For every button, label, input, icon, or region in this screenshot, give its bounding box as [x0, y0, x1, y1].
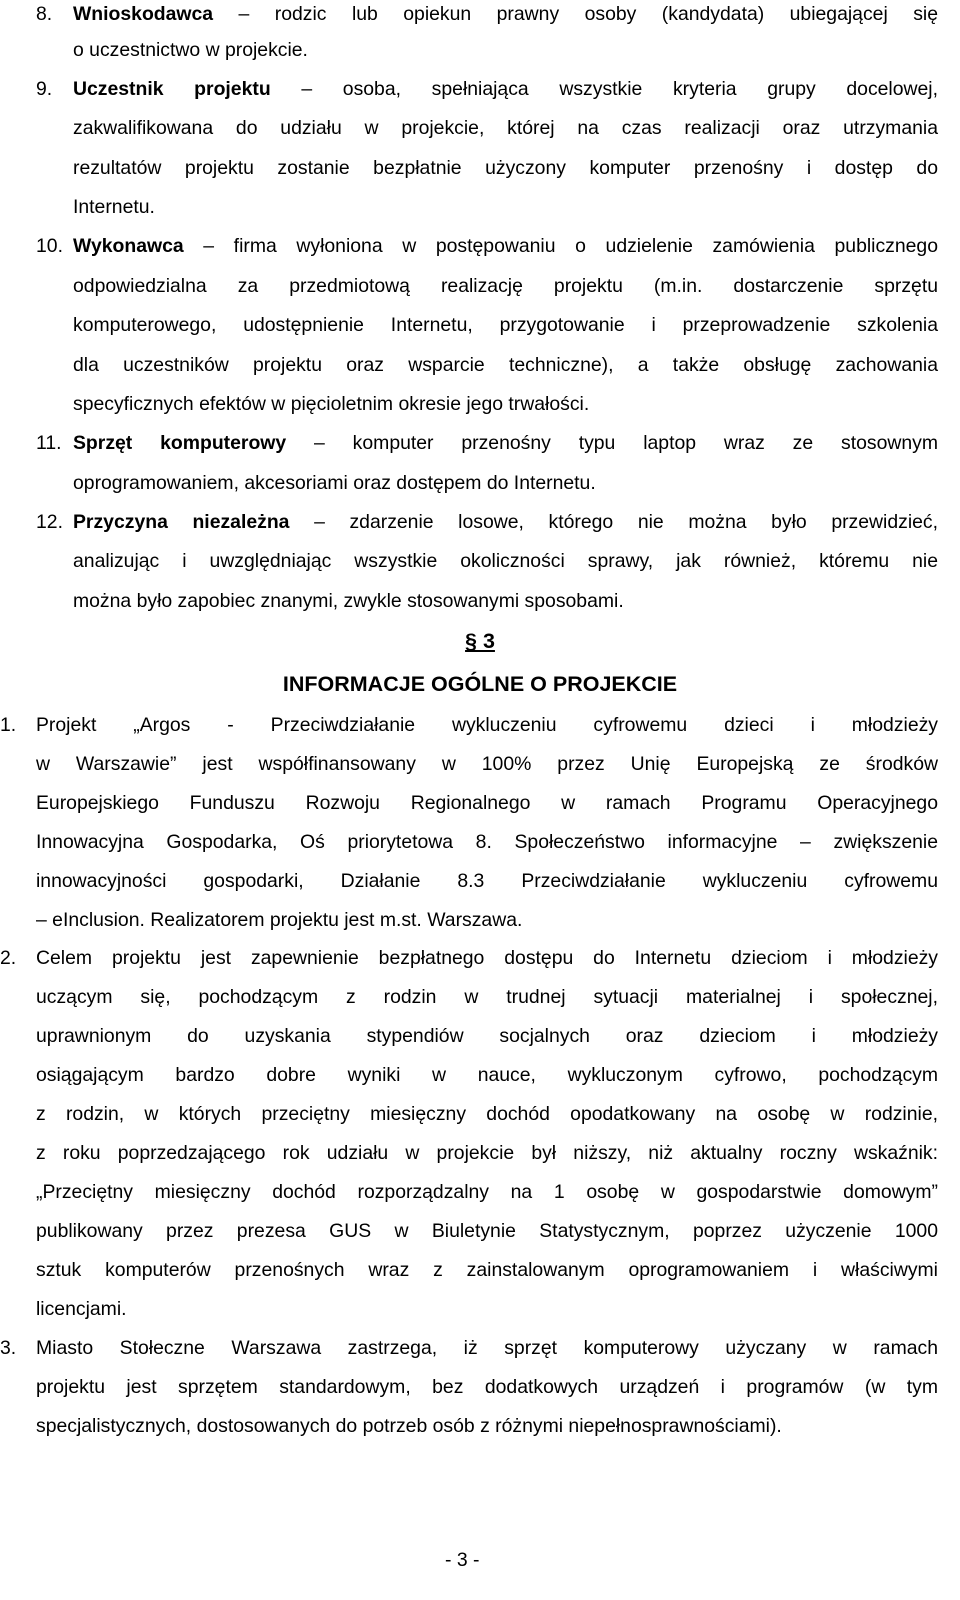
- paragraph-line: osiągającym bardzo dobre wyniki w nauce, wykluczonym cyfrowo, pochodzącym: [36, 1064, 938, 1086]
- definition-term: Sprzęt komputerowy: [73, 432, 287, 454]
- item-number: 2.: [0, 947, 17, 969]
- paragraph-line: Innowacyjna Gospodarka, Oś priorytetowa 8. Społeczeństwo informacyjne – zwiększenie: [36, 831, 938, 853]
- definition-line: komputerowego, udostępnienie Internetu, przygotowanie i przeprowadzenie szkolenia: [73, 314, 938, 336]
- paragraph-line: sztuk komputerów przenośnych wraz z zainstalowanym oprogramowaniem i właściwymi: [36, 1259, 938, 1281]
- definition-line: dla uczestników projektu oraz wsparcie techniczne), a także obsługę zachowania: [73, 354, 938, 376]
- item-number: 9.: [36, 78, 53, 100]
- paragraph-line: „Przeciętny miesięczny dochód rozporządzalny na 1 osobę w gospodarstwie domowym”: [36, 1181, 938, 1203]
- page-number: - 3 -: [445, 1549, 480, 1571]
- definition-line: Wykonawca – firma wyłoniona w postępowaniu o udzielenie zamówienia publicznego: [73, 235, 938, 257]
- definition-term: Wykonawca: [73, 235, 184, 257]
- paragraph-line: licencjami.: [36, 1298, 127, 1320]
- paragraph-line: Europejskiego Funduszu Rozwoju Regionalnego w ramach Programu Operacyjnego: [36, 792, 938, 814]
- paragraph-line: Projekt „Argos - Przeciwdziałanie wykluczeniu cyfrowemu dzieci i młodzieży: [36, 714, 938, 736]
- item-number: 8.: [36, 3, 53, 25]
- item-number: 12.: [36, 511, 63, 533]
- definition-term: Przyczyna niezależna: [73, 511, 290, 533]
- definition-line: specyficznych efektów w pięcioletnim okresie jego trwałości.: [73, 393, 590, 415]
- definition-line: Sprzęt komputerowy – komputer przenośny typu laptop wraz ze stosownym: [73, 432, 938, 454]
- definition-line: zakwalifikowana do udziału w projekcie, której na czas realizacji oraz utrzymania: [73, 117, 938, 139]
- paragraph-line: Miasto Stołeczne Warszawa zastrzega, iż sprzęt komputerowy użyczany w ramach: [36, 1337, 938, 1359]
- paragraph-line: Celem projektu jest zapewnienie bezpłatnego dostępu do Internetu dzieciom i młodzieży: [36, 947, 938, 969]
- definition-term: Wnioskodawca: [73, 3, 214, 25]
- paragraph-line: innowacyjności gospodarki, Działanie 8.3 Przeciwdziałanie wykluczeniu cyfrowemu: [36, 870, 938, 892]
- definition-line: Wnioskodawca – rodzic lub opiekun prawny osoby (kandydata) ubiegającej się: [73, 3, 938, 25]
- definition-line: odpowiedzialna za przedmiotową realizację projektu (m.in. dostarczenie sprzętu: [73, 275, 938, 297]
- paragraph-line: uczącym się, pochodzącym z rodzin w trudnej sytuacji materialnej i społecznej,: [36, 986, 938, 1008]
- definition-line: można było zapobiec znanymi, zwykle stosowanymi sposobami.: [73, 590, 624, 612]
- item-number: 3.: [0, 1337, 17, 1359]
- paragraph-line: z roku poprzedzającego rok udziału w projekcie był niższy, niż aktualny roczny wskaźnik:: [36, 1142, 938, 1164]
- paragraph-line: projektu jest sprzętem standardowym, bez dodatkowych urządzeń i programów (w tym: [36, 1376, 938, 1398]
- definition-line: rezultatów projektu zostanie bezpłatnie użyczony komputer przenośny i dostęp do: [73, 157, 938, 179]
- item-number: 11.: [36, 432, 62, 454]
- paragraph-line: – eInclusion. Realizatorem projektu jest m.st. Warszawa.: [36, 909, 523, 931]
- paragraph-line: z rodzin, w których przeciętny miesięczny dochód opodatkowany na osobę w rodzinie,: [36, 1103, 938, 1125]
- definition-line: Uczestnik projektu – osoba, spełniająca wszystkie kryteria grupy docelowej,: [73, 78, 939, 100]
- section-symbol: § 3: [465, 629, 495, 653]
- definition-term: Uczestnik projektu: [73, 78, 271, 100]
- definition-line: o uczestnictwo w projekcie.: [73, 39, 308, 61]
- section-title: INFORMACJE OGÓLNE O PROJEKCIE: [282, 672, 678, 696]
- definition-line: analizując i uwzględniając wszystkie okoliczności sprawy, jak również, któremu nie: [73, 550, 938, 572]
- paragraph-line: w Warszawie” jest współfinansowany w 100% przez Unię Europejską ze środków: [36, 753, 938, 775]
- definition-line: Internetu.: [73, 196, 155, 218]
- definition-line: oprogramowaniem, akcesoriami oraz dostępem do Internetu.: [73, 472, 596, 494]
- item-number: 10.: [36, 235, 63, 257]
- paragraph-line: publikowany przez prezesa GUS w Biuletynie Statystycznym, poprzez użyczenie 1000: [36, 1220, 938, 1242]
- paragraph-line: uprawnionym do uzyskania stypendiów socjalnych oraz dzieciom i młodzieży: [36, 1025, 938, 1047]
- paragraph-line: specjalistycznych, dostosowanych do potrzeb osób z różnymi niepełnosprawnościami).: [36, 1415, 782, 1437]
- item-number: 1.: [0, 714, 17, 736]
- definition-line: Przyczyna niezależna – zdarzenie losowe, którego nie można było przewidzieć,: [73, 511, 939, 533]
